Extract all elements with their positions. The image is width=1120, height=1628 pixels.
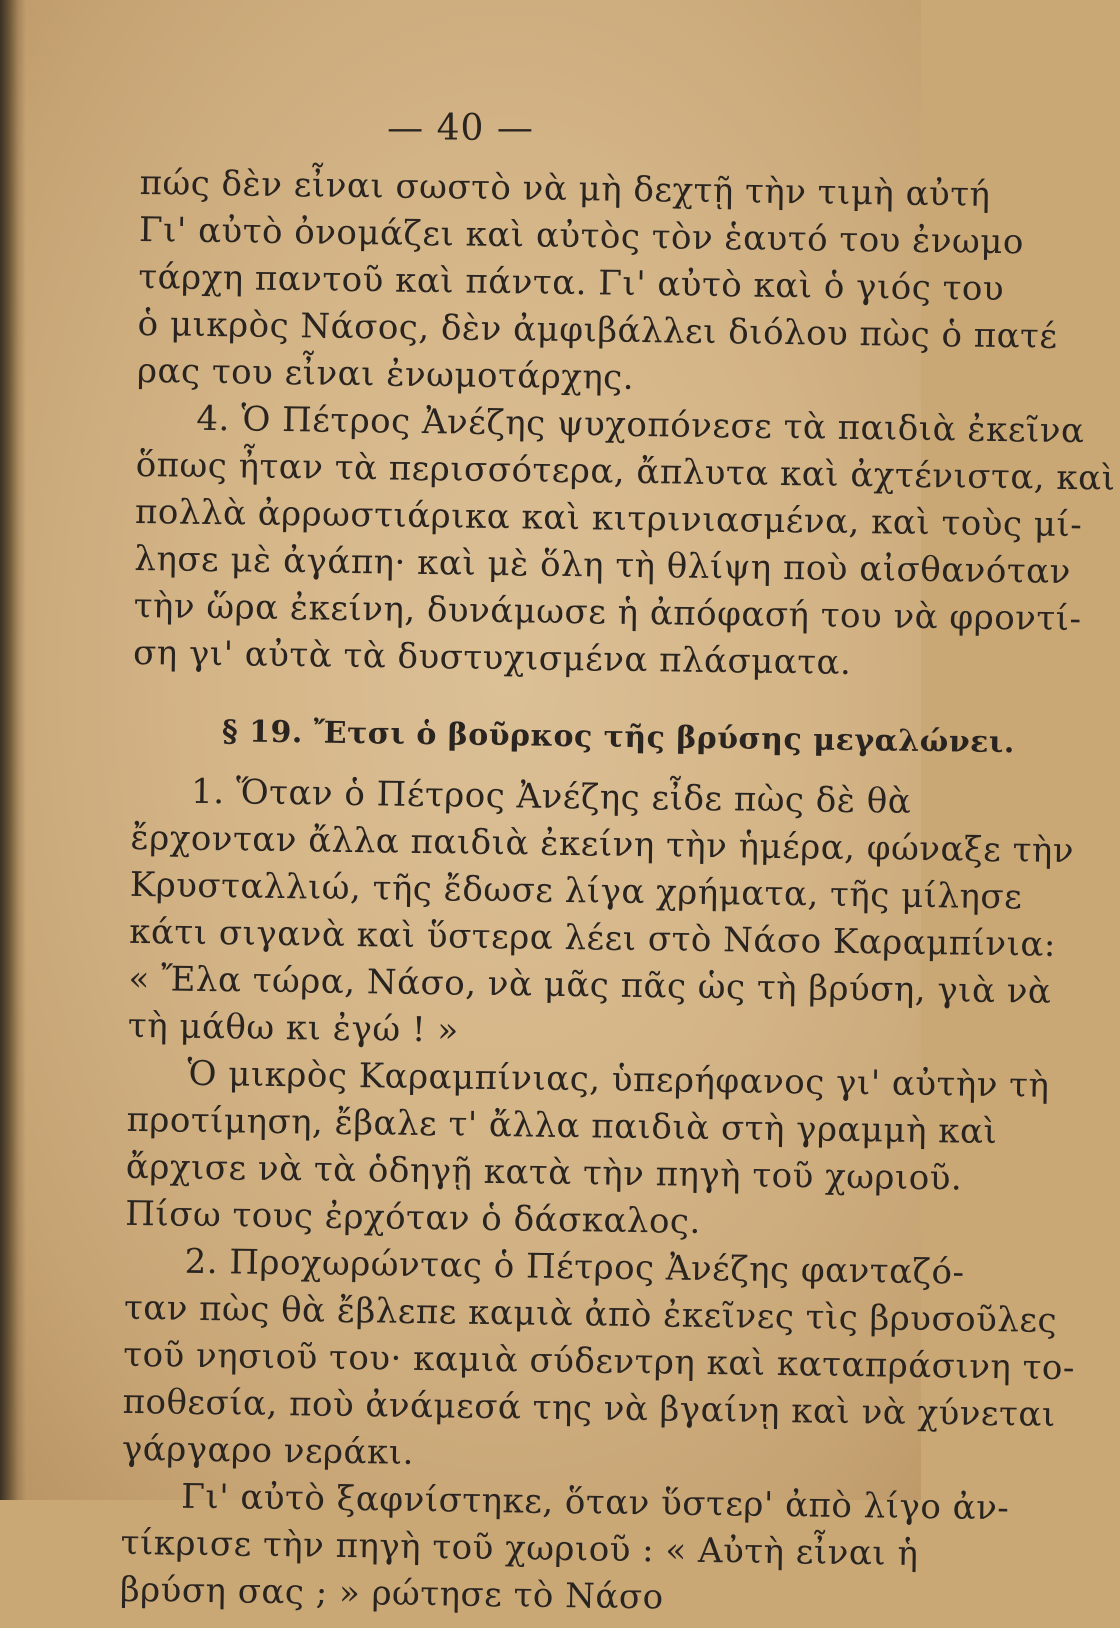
text-line: τάρχη παντοῦ καὶ πάντα. Γι' αὐτὸ καὶ ὁ γιός του	[138, 256, 1005, 310]
text-line: ὅπως ἦταν τὰ περισσότερα, ἄπλυτα καὶ ἀχτένιστα, καὶ	[135, 444, 1116, 499]
text-line: πώς δὲν εἶναι σωστὸ νὰ μὴ δεχτῇ τὴν τιμὴ αὐτή	[139, 162, 991, 215]
text-line: Κρυσταλλιώ, τῆς ἔδωσε λίγα χρήματα, τῆς μίλησε	[129, 864, 1023, 918]
text-line: ἔρχονταν ἄλλα παιδιὰ ἐκείνη τὴν ἡμέρα, φώναξε τὴν	[130, 817, 1075, 872]
text-line: τίκρισε τὴν πηγὴ τοῦ χωριοῦ : « Αὐτὴ εἶναι ἡ	[120, 1522, 919, 1575]
text-line: Πίσω τους ἐρχόταν ὁ δάσκαλος.	[125, 1193, 702, 1242]
text-line: ρας του εἶναι ἐνωμοτάρχης.	[136, 350, 635, 398]
paragraph-group-1	[132, 160, 1116, 688]
page-number: — 40 —	[387, 108, 534, 149]
text-line: γάργαρο νεράκι.	[121, 1428, 415, 1473]
text-line: προτίμηση, ἔβαλε τ' ἄλλα παιδιὰ στὴ γραμμὴ καὶ	[126, 1099, 998, 1153]
text-line: κάτι σιγανὰ καὶ ὕστερα λέει στὸ Νάσο Καραμπίνια:	[128, 911, 1057, 965]
text-line: λησε μὲ ἀγάπη· καὶ μὲ ὅλη τὴ θλίψη ποὺ αἰσθανόταν	[134, 538, 1072, 593]
section-heading: § 19. Ἔτσι ὁ βοῦρκος τῆς βρύσης μεγαλώνει.	[221, 714, 1016, 761]
text-line: τὴν ὥρα ἐκείνη, δυνάμωσε ἡ ἀπόφασή του νὰ φροντί-	[133, 585, 1082, 640]
text-line: ταν πὼς θὰ ἔβλεπε καμιὰ ἀπὸ ἐκεῖνες τὶς βρυσοῦλες	[123, 1287, 1058, 1341]
text-line: 2. Προχωρώντας ὁ Πέτρος Ἀνέζης φανταζό-	[184, 1241, 965, 1293]
text-line: πολλὰ ἀρρωστιάρικα καὶ κιτρινιασμένα, καὶ τοὺς μί-	[134, 491, 1083, 546]
paragraph-group-2	[119, 768, 1076, 1625]
text-line: ση γι' αὐτὰ τὰ δυστυχισμένα πλάσματα.	[132, 632, 852, 683]
text-line: ὁ μικρὸς Νάσος, δὲν ἀμφιβάλλει διόλου πὼς ὁ πατέ	[137, 303, 1058, 357]
text-line: Ὁ μικρὸς Καραμπίνιας, ὑπερήφανος γι' αὐτὴν τὴ	[186, 1053, 1050, 1106]
body-text	[119, 160, 1116, 1625]
text-line: 1. Ὅταν ὁ Πέτρος Ἀνέζης εἶδε πὼς δὲ θὰ	[190, 771, 912, 822]
text-line: 4. Ὁ Πέτρος Ἀνέζης ψυχοπόνεσε τὰ παιδιὰ ἐκεῖνα	[196, 398, 1085, 452]
text-line: Γι' αὐτὸ ὀνομάζει καὶ αὐτὸς τὸν ἑαυτό του ἐνωμο	[138, 209, 1025, 263]
text-line: ποθεσία, ποὺ ἀνάμεσά της νὰ βγαίνῃ καὶ νὰ χύνεται	[122, 1381, 1056, 1435]
binding-shadow	[0, 0, 26, 1500]
text-line: τὴ μάθω κι ἐγώ ! »	[127, 1005, 459, 1051]
text-line: ἄρχισε νὰ τὰ ὁδηγῇ κατὰ τὴν πηγὴ τοῦ χωριοῦ.	[125, 1146, 963, 1199]
text-line: Γι' αὐτὸ ξαφνίστηκε, ὅταν ὕστερ' ἀπὸ λίγο ἀν-	[181, 1476, 1010, 1529]
text-line: « Ἔλα τώρα, Νάσο, νὰ μᾶς πᾶς ὡς τὴ βρύση, γιὰ νὰ	[128, 958, 1052, 1012]
text-line: τοῦ νησιοῦ του· καμιὰ σύδεντρη καὶ καταπράσινη το-	[123, 1334, 1076, 1389]
text-line: βρύση σας ; » ρώτησε τὸ Νάσο	[119, 1569, 664, 1618]
